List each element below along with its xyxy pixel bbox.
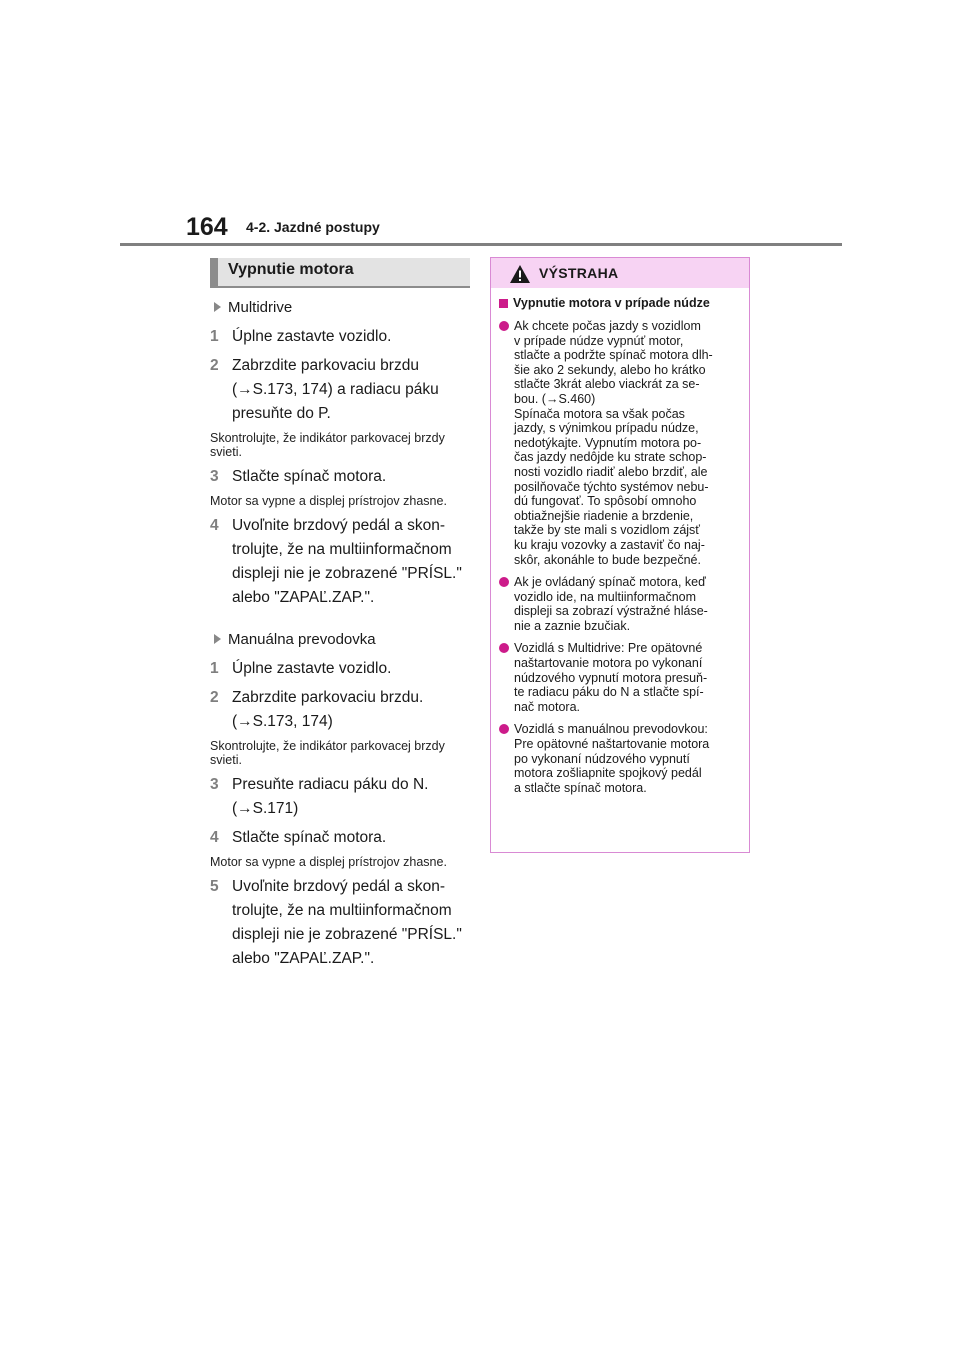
square-bullet-icon <box>499 299 508 308</box>
subsection-manual: Manuálna prevodovka <box>210 628 470 652</box>
circle-bullet-icon <box>499 643 509 653</box>
triangle-bullet-icon <box>214 302 221 312</box>
step-1: 1 Úplne zastavte vozidlo. <box>210 328 392 345</box>
steps-list <box>210 296 470 971</box>
left-column <box>210 258 470 971</box>
triangle-bullet-icon <box>214 634 221 644</box>
note: Skontrolujte, že indikátor parkovacej brzdy svieti. <box>210 431 445 459</box>
warning-triangle-icon <box>509 264 531 284</box>
circle-bullet-icon <box>499 321 509 331</box>
warning-item: Ak chcete počas jazdy s vozidlom v prípade núdze vypnúť motor, stlačte a podržte spínač motora dlh- šie ako 2 sekundy, alebo ho krátko stlačte 3krát alebo viackrát za se- bou. (→S.460) Spínača motora sa však počas jazdy, s výnimkou prípadu núdze, nedotýkajte. Vypnutím motora po- čas jazdy nedôjde ku strate schop- nosti vozidlo riadiť alebo brzdiť, ale posilňovače týchto systémov nebu- dú fungovať. To spôsobí omnoho obtiažnejšie riadenie a brzdenie, takže by ste mali s vozidlom zájsť ku kraju vozovky a zastaviť čo naj- skôr, akonáhle to bude bezpečné. <box>499 319 741 567</box>
section-heading <box>210 258 470 288</box>
page-number: 164 <box>186 213 228 241</box>
step-4: 4 Uvoľnite brzdový pedál a skon-trolujte, že na multiinformačnom displeji nie je zobrazené "PRÍSL." alebo "ZAPAĽ.ZAP.". <box>210 517 462 606</box>
step-5: 5 Uvoľnite brzdový pedál a skon-trolujte, že na multiinformačnom displeji nie je zobrazené "PRÍSL." alebo "ZAPAĽ.ZAP.". <box>210 878 462 967</box>
warning-item: Vozidlá s Multidrive: Pre opätovné naštartovanie motora po vykonaní núdzového vypnutí motora presuň- te radiacu páku do N a stlačte spí- nač motora. <box>499 641 741 714</box>
step-4: 4 Stlačte spínač motora. <box>210 829 387 846</box>
warning-item: Ak je ovládaný spínač motora, keď vozidlo ide, na multiinformačnom displeji sa zobrazí výstražné hláse- nie a zaznie bzučiak. <box>499 575 741 633</box>
warning-header <box>491 258 749 288</box>
circle-bullet-icon <box>499 724 509 734</box>
warning-body <box>491 288 749 795</box>
header-rule <box>120 243 842 246</box>
section-heading-text: Vypnutie motora <box>228 261 354 278</box>
section-title: 4-2. Jazdné postupy <box>246 219 380 235</box>
step-1: 1 Úplne zastavte vozidlo. <box>210 660 392 677</box>
subsection-multidrive: Multidrive <box>210 296 470 320</box>
circle-bullet-icon <box>499 577 509 587</box>
step-3: 3 Stlačte spínač motora. <box>210 468 387 485</box>
warning-box <box>490 257 750 853</box>
warning-item: Vozidlá s manuálnou prevodovkou: Pre opätovné naštartovanie motora po vykonaní núdzového vypnutí motora zošliapnite spojkový pedál a stlačte spínač motora. <box>499 722 741 795</box>
step-2: 2 Zabrzdite parkovaciu brzdu (→S.173, 174) a radiacu páku presuňte do P. <box>210 357 439 422</box>
note: Skontrolujte, že indikátor parkovacej brzdy svieti. <box>210 739 445 767</box>
step-2: 2 Zabrzdite parkovaciu brzdu. (→S.173, 174) <box>210 689 424 730</box>
note: Motor sa vypne a displej prístrojov zhasne. <box>210 855 447 869</box>
step-3: 3 Presuňte radiacu páku do N. (→S.171) <box>210 776 429 817</box>
warning-title: Vypnutie motora v prípade núdze <box>499 296 741 311</box>
warning-label: VÝSTRAHA <box>539 265 619 281</box>
note: Motor sa vypne a displej prístrojov zhasne. <box>210 494 447 508</box>
